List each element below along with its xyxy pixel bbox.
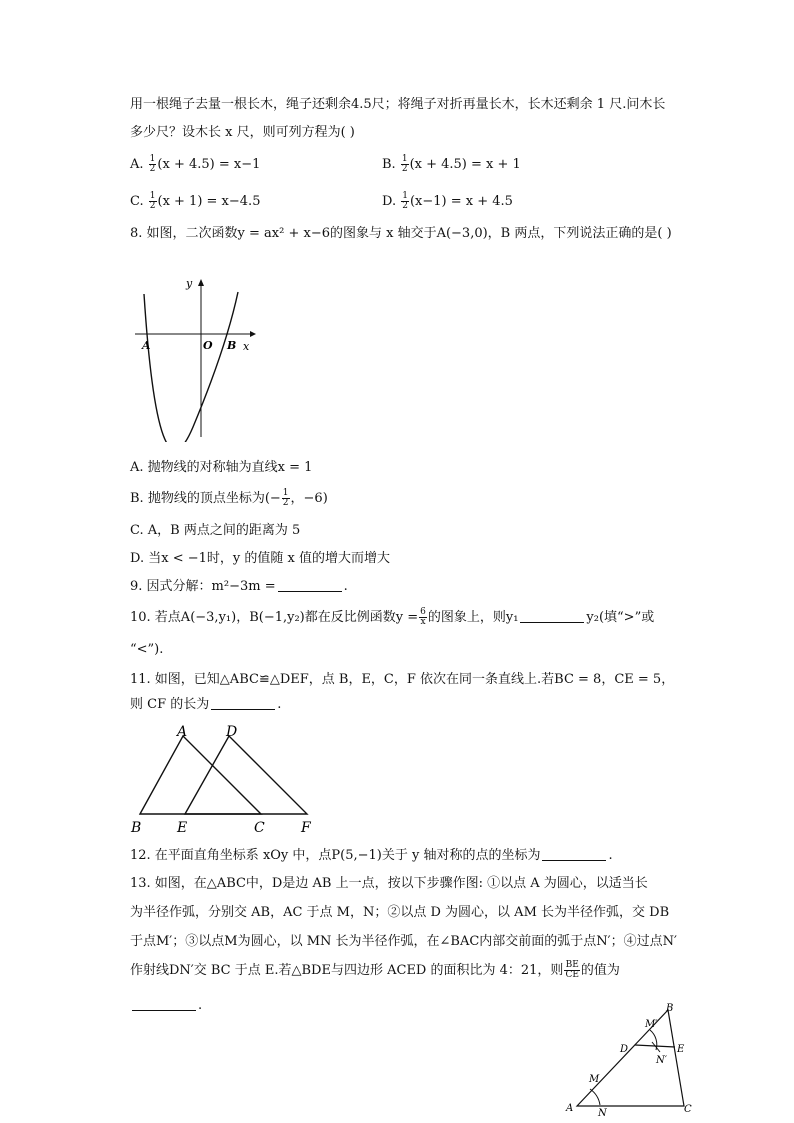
fig13-label-e: E bbox=[677, 1044, 685, 1055]
q13-construction-figure bbox=[560, 1000, 700, 1118]
fig11-label-e: E bbox=[177, 820, 188, 836]
q13-stem-line5: . bbox=[130, 996, 202, 1016]
fig13-label-n: N bbox=[598, 1108, 607, 1118]
fig13-label-d: D bbox=[620, 1044, 629, 1055]
q13-stem-line4: 作射线DN′交 BC 于点 E.若△BDE与四边形 ACED 的面积比为 4：21，则 $\frac{BE}{CE}$ 的值为 bbox=[130, 960, 620, 980]
q8-option-a: A. 抛物线的对称轴为直线x = 1 bbox=[130, 460, 313, 475]
q7-stem-line2: 多少尺？设木长 x 尺，则可列方程为( ) bbox=[130, 125, 355, 140]
fraction-6-over-x: $\frac{6}{x}$ bbox=[420, 607, 426, 627]
fig13-label-a: A bbox=[566, 1103, 574, 1114]
triangle-def bbox=[185, 736, 307, 814]
q7-option-a: A. $\frac{1}{2}$ (x + 4.5) = x−1 bbox=[130, 154, 261, 174]
fig13-label-m: M bbox=[589, 1074, 600, 1085]
fraction-be-over-ce: $\frac{BE}{CE}$ bbox=[565, 960, 579, 980]
q9-stem: 9. 因式分解：m²−3m = . bbox=[130, 579, 348, 594]
q13-stem-line2: 为半径作弧，分别交 AB，AC 于点 M，N；②以点 D 为圆心，以 AM 长为半径作弧，交 DB bbox=[130, 905, 670, 920]
fig13-label-n-prime: N′ bbox=[656, 1055, 668, 1066]
q10-stem-line2: “<”). bbox=[130, 642, 164, 657]
q7-option-c: C. $\frac{1}{2}$ (x + 1) = x−4.5 bbox=[130, 191, 261, 211]
q10-stem-line1: 10. 若点A(−3,y₁)，B(−1,y₂)都在反比例函数y = $\frac{6}{x}$ 的图象上，则y₁ y₂(填“>”或 bbox=[130, 607, 655, 627]
arc-at-m-prime bbox=[652, 1042, 660, 1052]
fraction-half: $\frac{1}{2}$ bbox=[402, 191, 408, 211]
q13-stem-line1: 13. 如图，在△ABC中，D是边 AB 上一点，按以下步骤作图: ①以点 A 为圆心，以适当长 bbox=[130, 876, 648, 891]
graph-label-a: A bbox=[142, 339, 151, 352]
fig11-label-c: C bbox=[254, 820, 265, 836]
q8-option-d: D. 当x < −1时，y 的值随 x 值的增大而增大 bbox=[130, 551, 390, 566]
graph-label-o: O bbox=[203, 339, 213, 352]
q11-stem-line2: 则 CF 的长为 . bbox=[130, 697, 282, 712]
q12-stem: 12. 在平面直角坐标系 xOy 中，点P(5,−1)关于 y 轴对称的点的坐标为 . bbox=[130, 848, 613, 863]
q8-option-c: C. A，B 两点之间的距离为 5 bbox=[130, 523, 301, 538]
fig11-label-b: B bbox=[131, 820, 142, 836]
answer-blank bbox=[542, 846, 606, 861]
fraction-half: $\frac{1}{2}$ bbox=[401, 154, 408, 174]
triangle-abc bbox=[140, 736, 261, 814]
q7-stem-line1: 用一根绳子去量一根长木，绳子还剩余4.5尺；将绳子对折再量长木，长木还剩余 1 尺.问木长 bbox=[130, 97, 666, 112]
q8-option-b: B. 抛物线的顶点坐标为(− $\frac{1}{2}$ ，−6) bbox=[130, 488, 328, 508]
q11-stem-line1: 11. 如图，已知△ABC≌△DEF，点 B，E，C，F 依次在同一条直线上.若BC = 8，CE = 5， bbox=[130, 672, 675, 687]
q7-option-d: D. $\frac{1}{2}$ (x−1) = x + 4.5 bbox=[382, 191, 513, 211]
q7-option-b: B. $\frac{1}{2}$ (x + 4.5) = x + 1 bbox=[382, 154, 521, 174]
q8-parabola-graph bbox=[130, 272, 260, 442]
q11-triangles-figure bbox=[128, 722, 328, 837]
graph-label-x: x bbox=[243, 340, 250, 353]
q8-stem: 8. 如图，二次函数y = ax² + x−6的图象与 x 轴交于A(−3,0)，B 两点，下列说法正确的是( ) bbox=[130, 226, 672, 241]
fig13-label-m-prime: M′ bbox=[645, 1019, 658, 1030]
answer-blank bbox=[132, 996, 196, 1011]
fraction-half: $\frac{1}{2}$ bbox=[282, 488, 289, 508]
fraction-half: $\frac{1}{2}$ bbox=[149, 191, 156, 211]
answer-blank bbox=[520, 608, 584, 623]
y-axis-arrow bbox=[198, 279, 204, 286]
parabola-curve bbox=[144, 292, 238, 442]
fig11-label-d: D bbox=[226, 724, 238, 740]
graph-label-y: y bbox=[186, 277, 193, 290]
answer-blank bbox=[211, 695, 275, 710]
q13-stem-line3: 于点M′；③以点M为圆心，以 MN 长为半径作弧，在∠BAC内部交前面的弧于点N′；④过点N′ bbox=[130, 934, 677, 949]
fraction-half: $\frac{1}{2}$ bbox=[149, 154, 156, 174]
fig11-label-f: F bbox=[301, 820, 311, 836]
fig13-label-b: B bbox=[666, 1003, 674, 1014]
fig13-label-c: C bbox=[684, 1104, 692, 1115]
x-axis-arrow bbox=[250, 331, 256, 337]
graph-label-b: B bbox=[227, 339, 237, 352]
answer-blank bbox=[278, 577, 342, 592]
fig11-label-a: A bbox=[177, 724, 188, 740]
